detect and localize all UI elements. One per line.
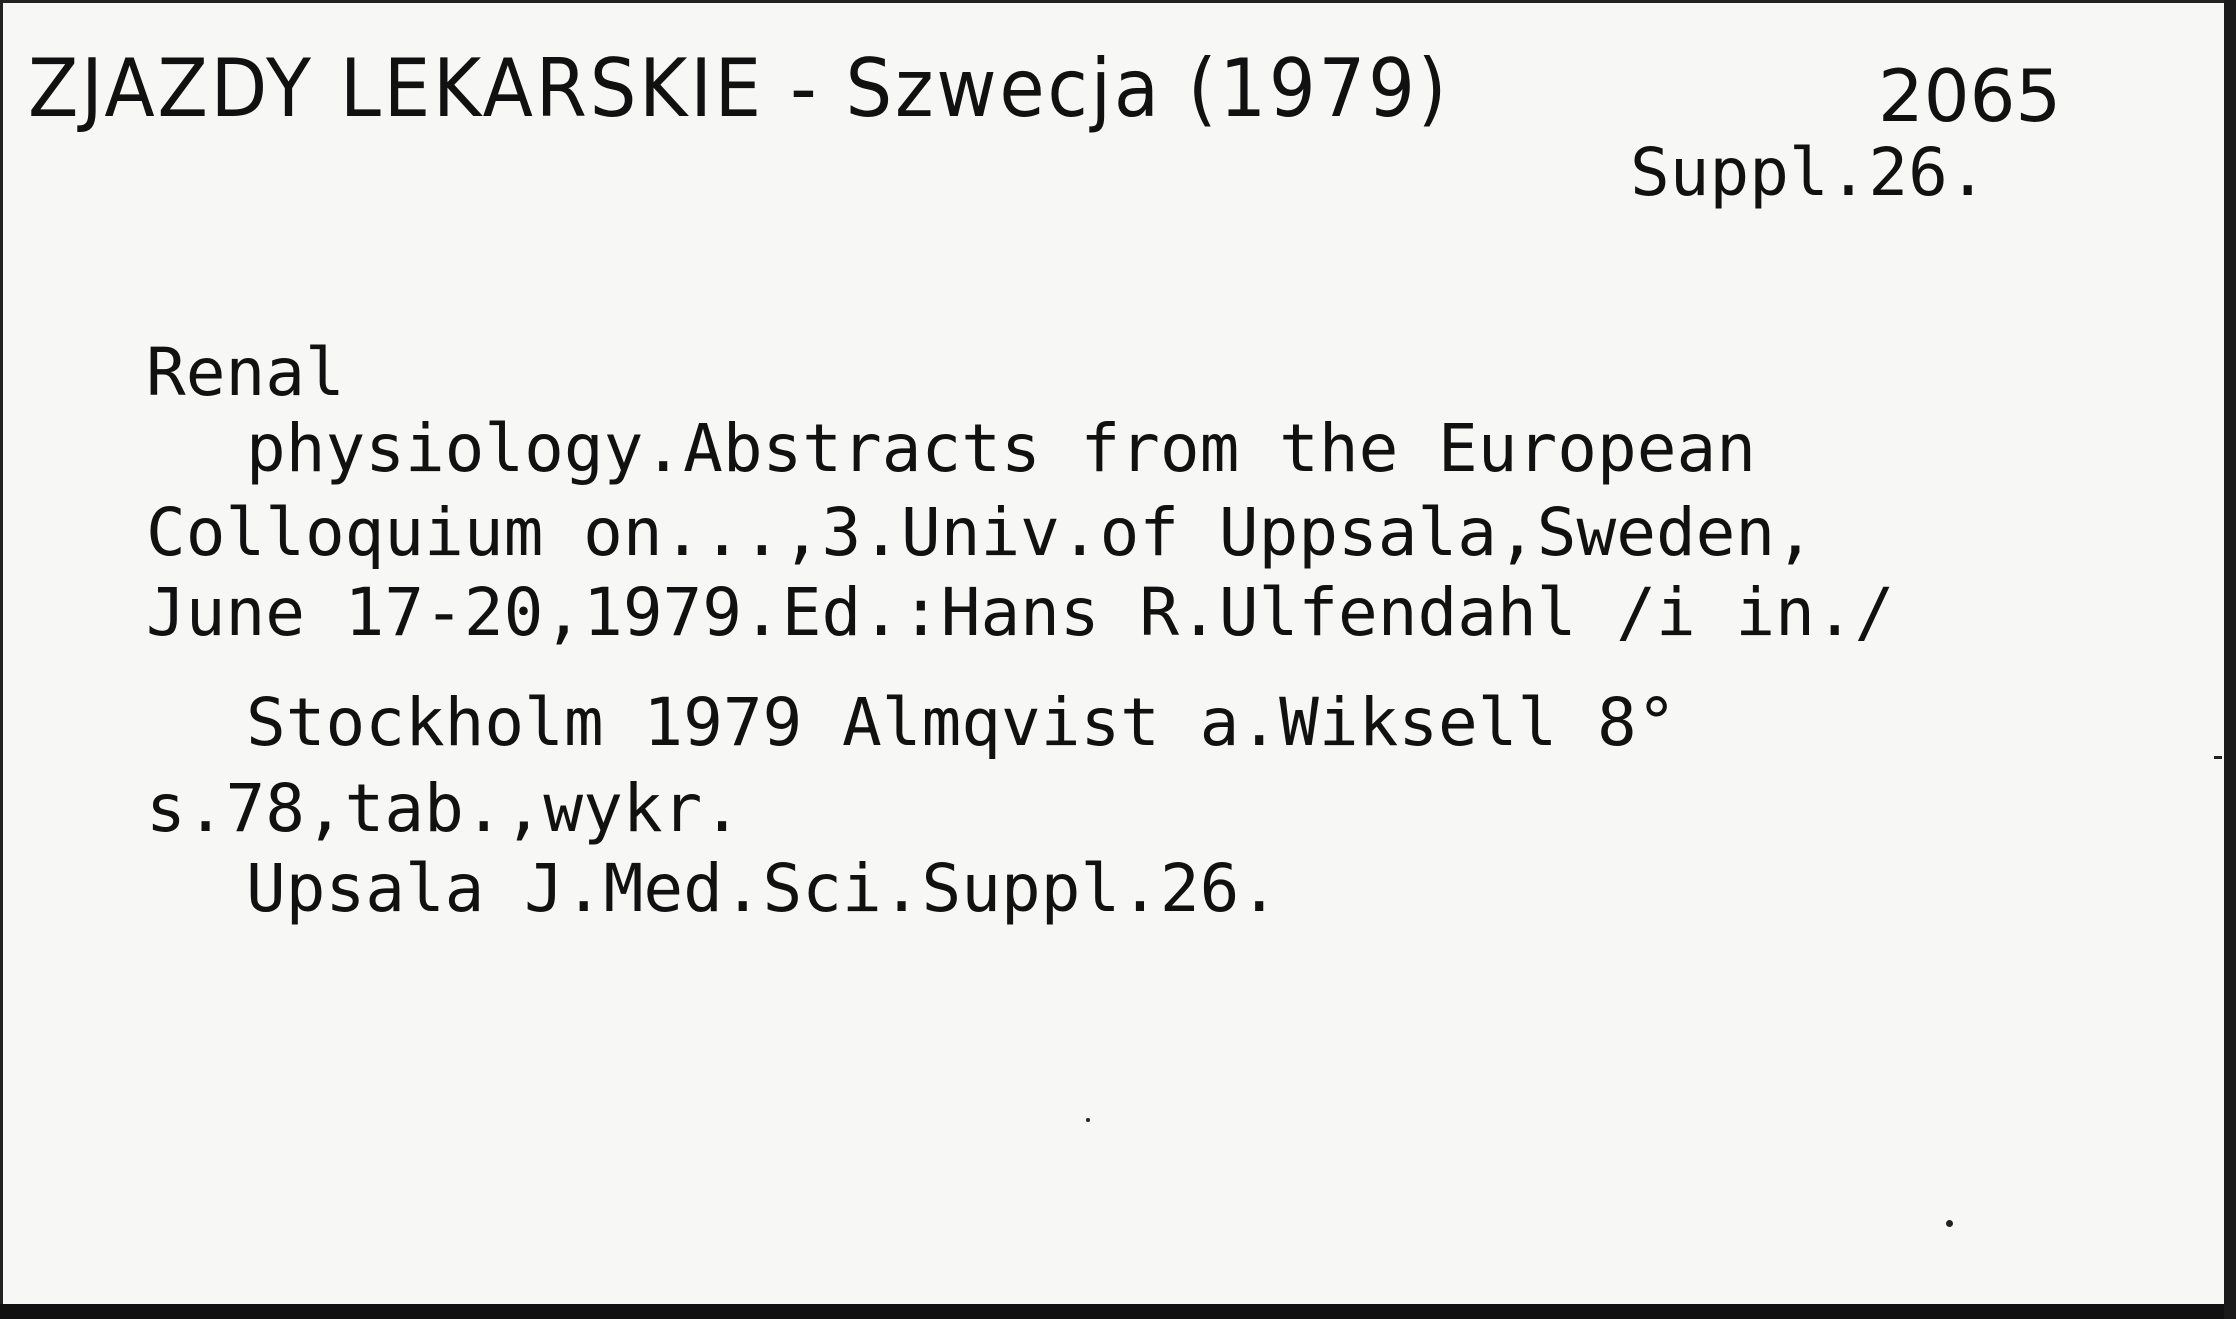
- series-line: Upsala J.Med.Sci.Suppl.26.: [246, 850, 1280, 927]
- dust-speck: [1946, 1220, 1953, 1227]
- supplement-reference: Suppl.26.: [1630, 134, 1988, 211]
- entry-line-3: Colloquium on...,3.Univ.of Uppsala,Sweden,: [146, 494, 1815, 571]
- entry-line-2: physiology.Abstracts from the European: [246, 410, 1756, 487]
- dust-speck: [2214, 756, 2222, 759]
- card-edge-left: [0, 0, 3, 1319]
- physical-description-line: s.78,tab.,wykr.: [146, 770, 743, 847]
- card-edge-top: [0, 0, 2236, 3]
- dust-speck: [1086, 1118, 1090, 1122]
- card-edge-right: [2224, 0, 2236, 1319]
- entry-line-4: June 17-20,1979.Ed.:Hans R.Ulfendahl /i in./: [146, 574, 1895, 651]
- card-heading: ZJAZDY LEKARSKIE - Szwecja (1979): [28, 42, 1450, 135]
- card-edge-bottom: [0, 1304, 2236, 1319]
- call-number: 2065: [1878, 54, 2062, 138]
- publication-line: Stockholm 1979 Almqvist a.Wiksell 8°: [246, 684, 1677, 761]
- entry-line-1: Renal: [146, 334, 345, 411]
